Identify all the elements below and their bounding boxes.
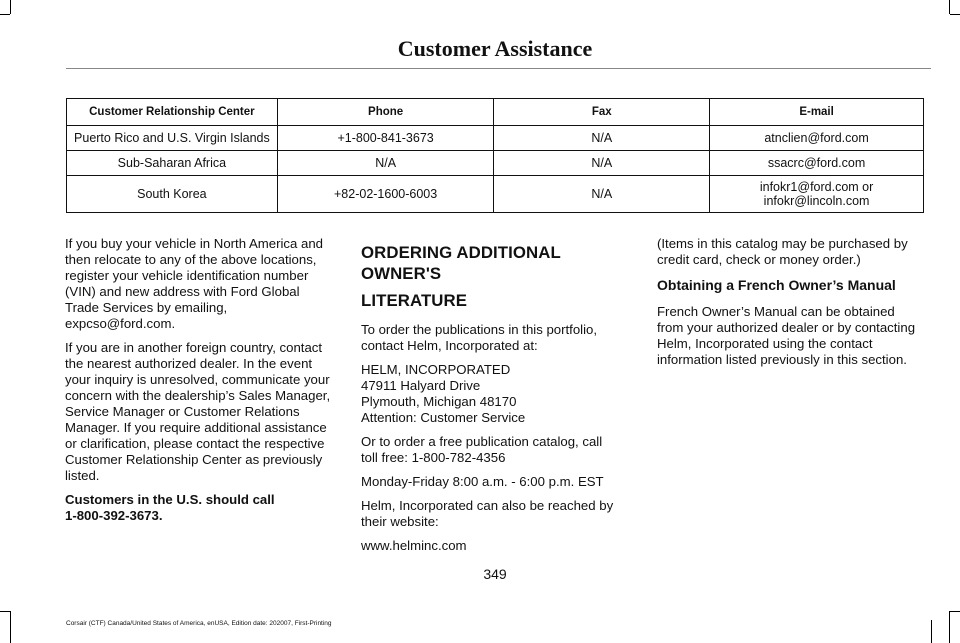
- crop-mark: [10, 0, 11, 14]
- text-line: Customers in the U.S. should call: [65, 492, 275, 507]
- crop-mark: [950, 14, 960, 15]
- text-line: from your authorized dealer or by contacting: [657, 320, 916, 335]
- text-line: French Owner’s Manual can be obtained: [657, 304, 895, 319]
- crop-mark: [0, 611, 10, 612]
- table-cell-center: South Korea: [67, 176, 278, 213]
- right-text-column: [657, 236, 929, 376]
- text-line: 1-800-392-3673.: [65, 508, 163, 523]
- text-line: Customer Relationship Center as previously: [65, 452, 323, 467]
- table-cell-email: [710, 176, 924, 213]
- heading-line: LITERATURE: [361, 291, 468, 310]
- table-row: [67, 151, 924, 176]
- table-cell-fax: N/A: [494, 176, 710, 213]
- text-line: If you buy your vehicle in North America and: [65, 236, 324, 251]
- text-line: then relocate to any of the above locations,: [65, 252, 317, 267]
- text-line: If you are in another foreign country, contact: [65, 340, 323, 355]
- paragraph-foreign-country: [65, 340, 335, 484]
- table-cell-center: Sub-Saharan Africa: [67, 151, 278, 176]
- paragraph-order-info: [361, 322, 633, 354]
- crop-mark: [950, 611, 960, 612]
- table-cell-phone: N/A: [277, 151, 494, 176]
- section-heading: [361, 242, 633, 311]
- table-cell-center: Puerto Rico and U.S. Virgin Islands: [67, 126, 278, 151]
- text-line: credit card, check or money order.): [657, 252, 861, 267]
- table-row: [67, 126, 924, 151]
- email-address: atnclien@ford.com: [764, 131, 869, 145]
- email-address: infokr1@ford.com or: [759, 180, 874, 194]
- text-line: (VIN) and new address with Ford Global: [65, 284, 300, 299]
- paragraph-hours: Monday-Friday 8:00 a.m. - 6:00 p.m. EST: [361, 474, 604, 489]
- paragraph-payment: [657, 236, 929, 268]
- crop-mark: [931, 620, 932, 643]
- table-cell-email: [710, 151, 924, 176]
- table-header-row: [67, 99, 924, 126]
- paragraph-french-manual: [657, 304, 929, 368]
- page-number: 349: [483, 566, 507, 582]
- text-line: HELM, INCORPORATED: [361, 362, 511, 377]
- title-divider: [66, 68, 931, 69]
- left-text-column: [65, 236, 335, 532]
- crop-mark: [949, 0, 950, 14]
- footer-edition: Corsair (CTF) Canada/United States of America, enUSA, Edition date: 202007, First-Printing: [66, 620, 332, 627]
- table-cell-phone: +82-02-1600-6003: [277, 176, 494, 213]
- page-title: Customer Assistance: [397, 36, 593, 61]
- heading-line: ORDERING ADDITIONAL OWNER'S: [361, 243, 561, 283]
- text-line: Or to order a free publication catalog, call: [361, 434, 603, 449]
- text-line: (Items in this catalog may be purchased by: [657, 236, 908, 251]
- table-cell-fax: N/A: [494, 151, 710, 176]
- text-line: To order the publications in this portfolio,: [361, 322, 598, 337]
- text-line: information listed previously in this section.: [657, 352, 907, 367]
- text-line: concern with the dealership’s Sales Manager,: [65, 388, 331, 403]
- text-line: contact Helm, Incorporated at:: [361, 338, 538, 353]
- mailing-address: [361, 362, 633, 426]
- paragraph-catalog-phone: [361, 434, 633, 466]
- text-line: Plymouth, Michigan 48170: [361, 394, 517, 409]
- table-cell-phone: +1-800-841-3673: [277, 126, 494, 151]
- text-line: Attention: Customer Service: [361, 410, 526, 425]
- text-line: expcso@ford.com.: [65, 316, 176, 331]
- text-line: register your vehicle identification number: [65, 268, 309, 283]
- text-line: Helm, Incorporated can also be reached by: [361, 498, 614, 513]
- text-line: your inquiry is unresolved, communicate your: [65, 372, 330, 387]
- text-line: their website:: [361, 514, 439, 529]
- text-line: Helm, Incorporated using the contact: [657, 336, 873, 351]
- text-line: Manager. If you require additional assistance: [65, 420, 327, 435]
- crop-mark: [10, 611, 11, 643]
- customer-relationship-table: [66, 98, 924, 213]
- website-url: www.helminc.com: [361, 538, 467, 553]
- crop-mark: [0, 14, 10, 15]
- text-line: toll free: 1-800-782-4356: [361, 450, 506, 465]
- text-line: listed.: [65, 468, 100, 483]
- table-cell-email: [710, 126, 924, 151]
- paragraph-us-customers: [65, 492, 335, 524]
- text-line: Trade Services by emailing,: [65, 300, 228, 315]
- column-header: Customer Relationship Center: [67, 99, 278, 126]
- column-header: Fax: [494, 99, 710, 126]
- column-header: E-mail: [710, 99, 924, 126]
- table-cell-fax: N/A: [494, 126, 710, 151]
- sub-heading: Obtaining a French Owner’s Manual: [657, 277, 896, 293]
- table-row: [67, 176, 924, 213]
- middle-text-column: [361, 236, 633, 562]
- email-address: infokr@lincoln.com: [763, 194, 870, 208]
- text-line: or clarification, please contact the respective: [65, 436, 325, 451]
- paragraph-relocation: [65, 236, 335, 332]
- text-line: the nearest authorized dealer. In the event: [65, 356, 313, 371]
- column-header: Phone: [277, 99, 494, 126]
- text-line: Service Manager or Customer Relations: [65, 404, 300, 419]
- crop-mark: [949, 611, 950, 643]
- email-address: ssacrc@ford.com: [767, 156, 866, 170]
- paragraph-website-intro: [361, 498, 633, 530]
- text-line: 47911 Halyard Drive: [361, 378, 481, 393]
